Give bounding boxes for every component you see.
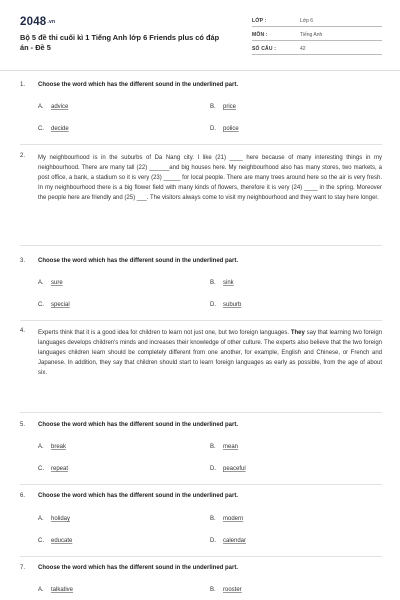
option-c[interactable]: C. decide bbox=[38, 126, 69, 132]
option-a[interactable]: A. sure bbox=[38, 280, 63, 286]
reading-passage: My neighbourhood is in the suburbs of Da Nang city. I like (21) ____ here because of many interesting things in my neighbourhood. There are many tall (22) ______and big houses here. My neighbourhood also has many stores, two markets, a post office, a bank, a stadium so it is very (23) _____ for local people. There are many trees around here so the air is very fresh. In my neighbourhood there is a big flower field with many kinds of flowers, therefore it is very (24) ____ in the spring. Moreover the people here are friendly and (25) ___. The visitors always come to visit my neighbourhood and they want to stay here longer. bbox=[38, 155, 382, 201]
question-divider bbox=[20, 484, 382, 485]
option-b[interactable]: B. sink bbox=[210, 280, 234, 286]
logo-text: 2048 bbox=[20, 16, 47, 28]
site-logo[interactable] bbox=[20, 16, 55, 28]
question-stem: Choose the word which has the different sound in the underlined part. bbox=[38, 565, 239, 571]
option-b[interactable]: B. mean bbox=[210, 444, 239, 450]
option-a[interactable]: A. holiday bbox=[38, 516, 71, 522]
option-b[interactable]: B. price bbox=[210, 104, 237, 110]
question-divider bbox=[20, 320, 382, 321]
question-divider bbox=[20, 556, 382, 557]
header-divider bbox=[0, 70, 400, 71]
question-divider bbox=[20, 144, 382, 145]
meta-question-count: SỐ CÂU : 42 bbox=[252, 44, 382, 55]
question-stem: Choose the word which has the different sound in the underlined part. bbox=[38, 82, 239, 88]
question-divider bbox=[20, 245, 382, 246]
option-a[interactable]: A. advice bbox=[38, 104, 69, 110]
question-stem: Choose the word which has the different sound in the underlined part. bbox=[38, 493, 239, 499]
option-d[interactable]: D. police bbox=[210, 126, 239, 132]
meta-subject: MÔN : Tiếng Anh bbox=[252, 30, 382, 41]
option-d[interactable]: D. suburb bbox=[210, 302, 242, 308]
worksheet-page: 2048.vn Bộ 5 đề thi cuối kì 1 Tiếng Anh lớp 6 Friends plus có đáp án - Đề 5 LỚP : Lớp 6 MÔN : Tiếng Anh SỐ CÂU : 42 1. Choose the word which has the different sound in the underlined part. A. advice B. price C. decide D. police 2. My neighbourhood is in the suburbs of Da Nang city. I like (21) ____ here because of many interesting things in my neighbourhood. There are many tall (22) ______and big houses here. My neighbourhood also has many stores, two markets, a post office, a bank, a stadium so it is very (23) _____ for local people. There are many trees around here so the air is very fresh. In my neighbourhood there is a big flower field with many kinds of flowers, therefore it is very (24) ____ in the spring. Moreover the people here are friendly and (25) ___. The visitors always come to visit my neighbourhood and they want to stay here longer. 3. Choose the word which has the different sound in the underlined part. A. sure B. sink C. special D. suburb 4. Experts think that it is a good idea for children to learn not just one, but two foreign languages. They say that learning two foreign languages develops children's minds and increases their knowledge of other culture. The experts also believe that the two foreign languages children learn should be completely different from one another, for example, English and Chinese, or French and Japanese. In addition, they say that children should start to learn foreign languages as early as possible, from the age of about six. 5. Choose the word which has the different sound in the underlined part. A. break B. mean C. repeat D. peaceful 6. Choose the word which has the different sound in the underlined part. A. holiday B. modern C. educate D. calendar 7. Choose the word which has the different sound in the underlined part. A. talkative B. rooster bbox=[0, 0, 400, 600]
document-title: Bộ 5 đề thi cuối kì 1 Tiếng Anh lớp 6 Friends plus có đáp án - Đề 5 bbox=[20, 33, 220, 52]
document-header bbox=[20, 14, 382, 64]
option-c[interactable]: C. educate bbox=[38, 538, 73, 544]
question-stem: Choose the word which has the different sound in the underlined part. bbox=[38, 422, 239, 428]
question-stem: Choose the word which has the different sound in the underlined part. bbox=[38, 258, 239, 264]
option-c[interactable]: C. repeat bbox=[38, 466, 69, 472]
reading-passage: Experts think that it is a good idea for children to learn not just one, but two foreign languages. They say that learning two foreign languages develops children's minds and increases their knowledge of other culture. The experts also believe that the two foreign languages children learn should be completely different from one another, for example, English and Chinese, or French and Japanese. In addition, they say that children should start to learn foreign languages as early as possible, from the age of about six. bbox=[38, 330, 383, 376]
question-divider bbox=[20, 412, 382, 413]
option-d[interactable]: D. calendar bbox=[210, 538, 247, 544]
option-b[interactable]: B. modern bbox=[210, 516, 244, 522]
option-a[interactable]: A. talkative bbox=[38, 587, 74, 593]
logo-tld: .vn bbox=[47, 19, 56, 25]
option-a[interactable]: A. break bbox=[38, 444, 67, 450]
option-b[interactable]: B. rooster bbox=[210, 587, 242, 593]
meta-grade: LỚP : Lớp 6 bbox=[252, 16, 382, 27]
option-c[interactable]: C. special bbox=[38, 302, 70, 308]
option-d[interactable]: D. peaceful bbox=[210, 466, 246, 472]
